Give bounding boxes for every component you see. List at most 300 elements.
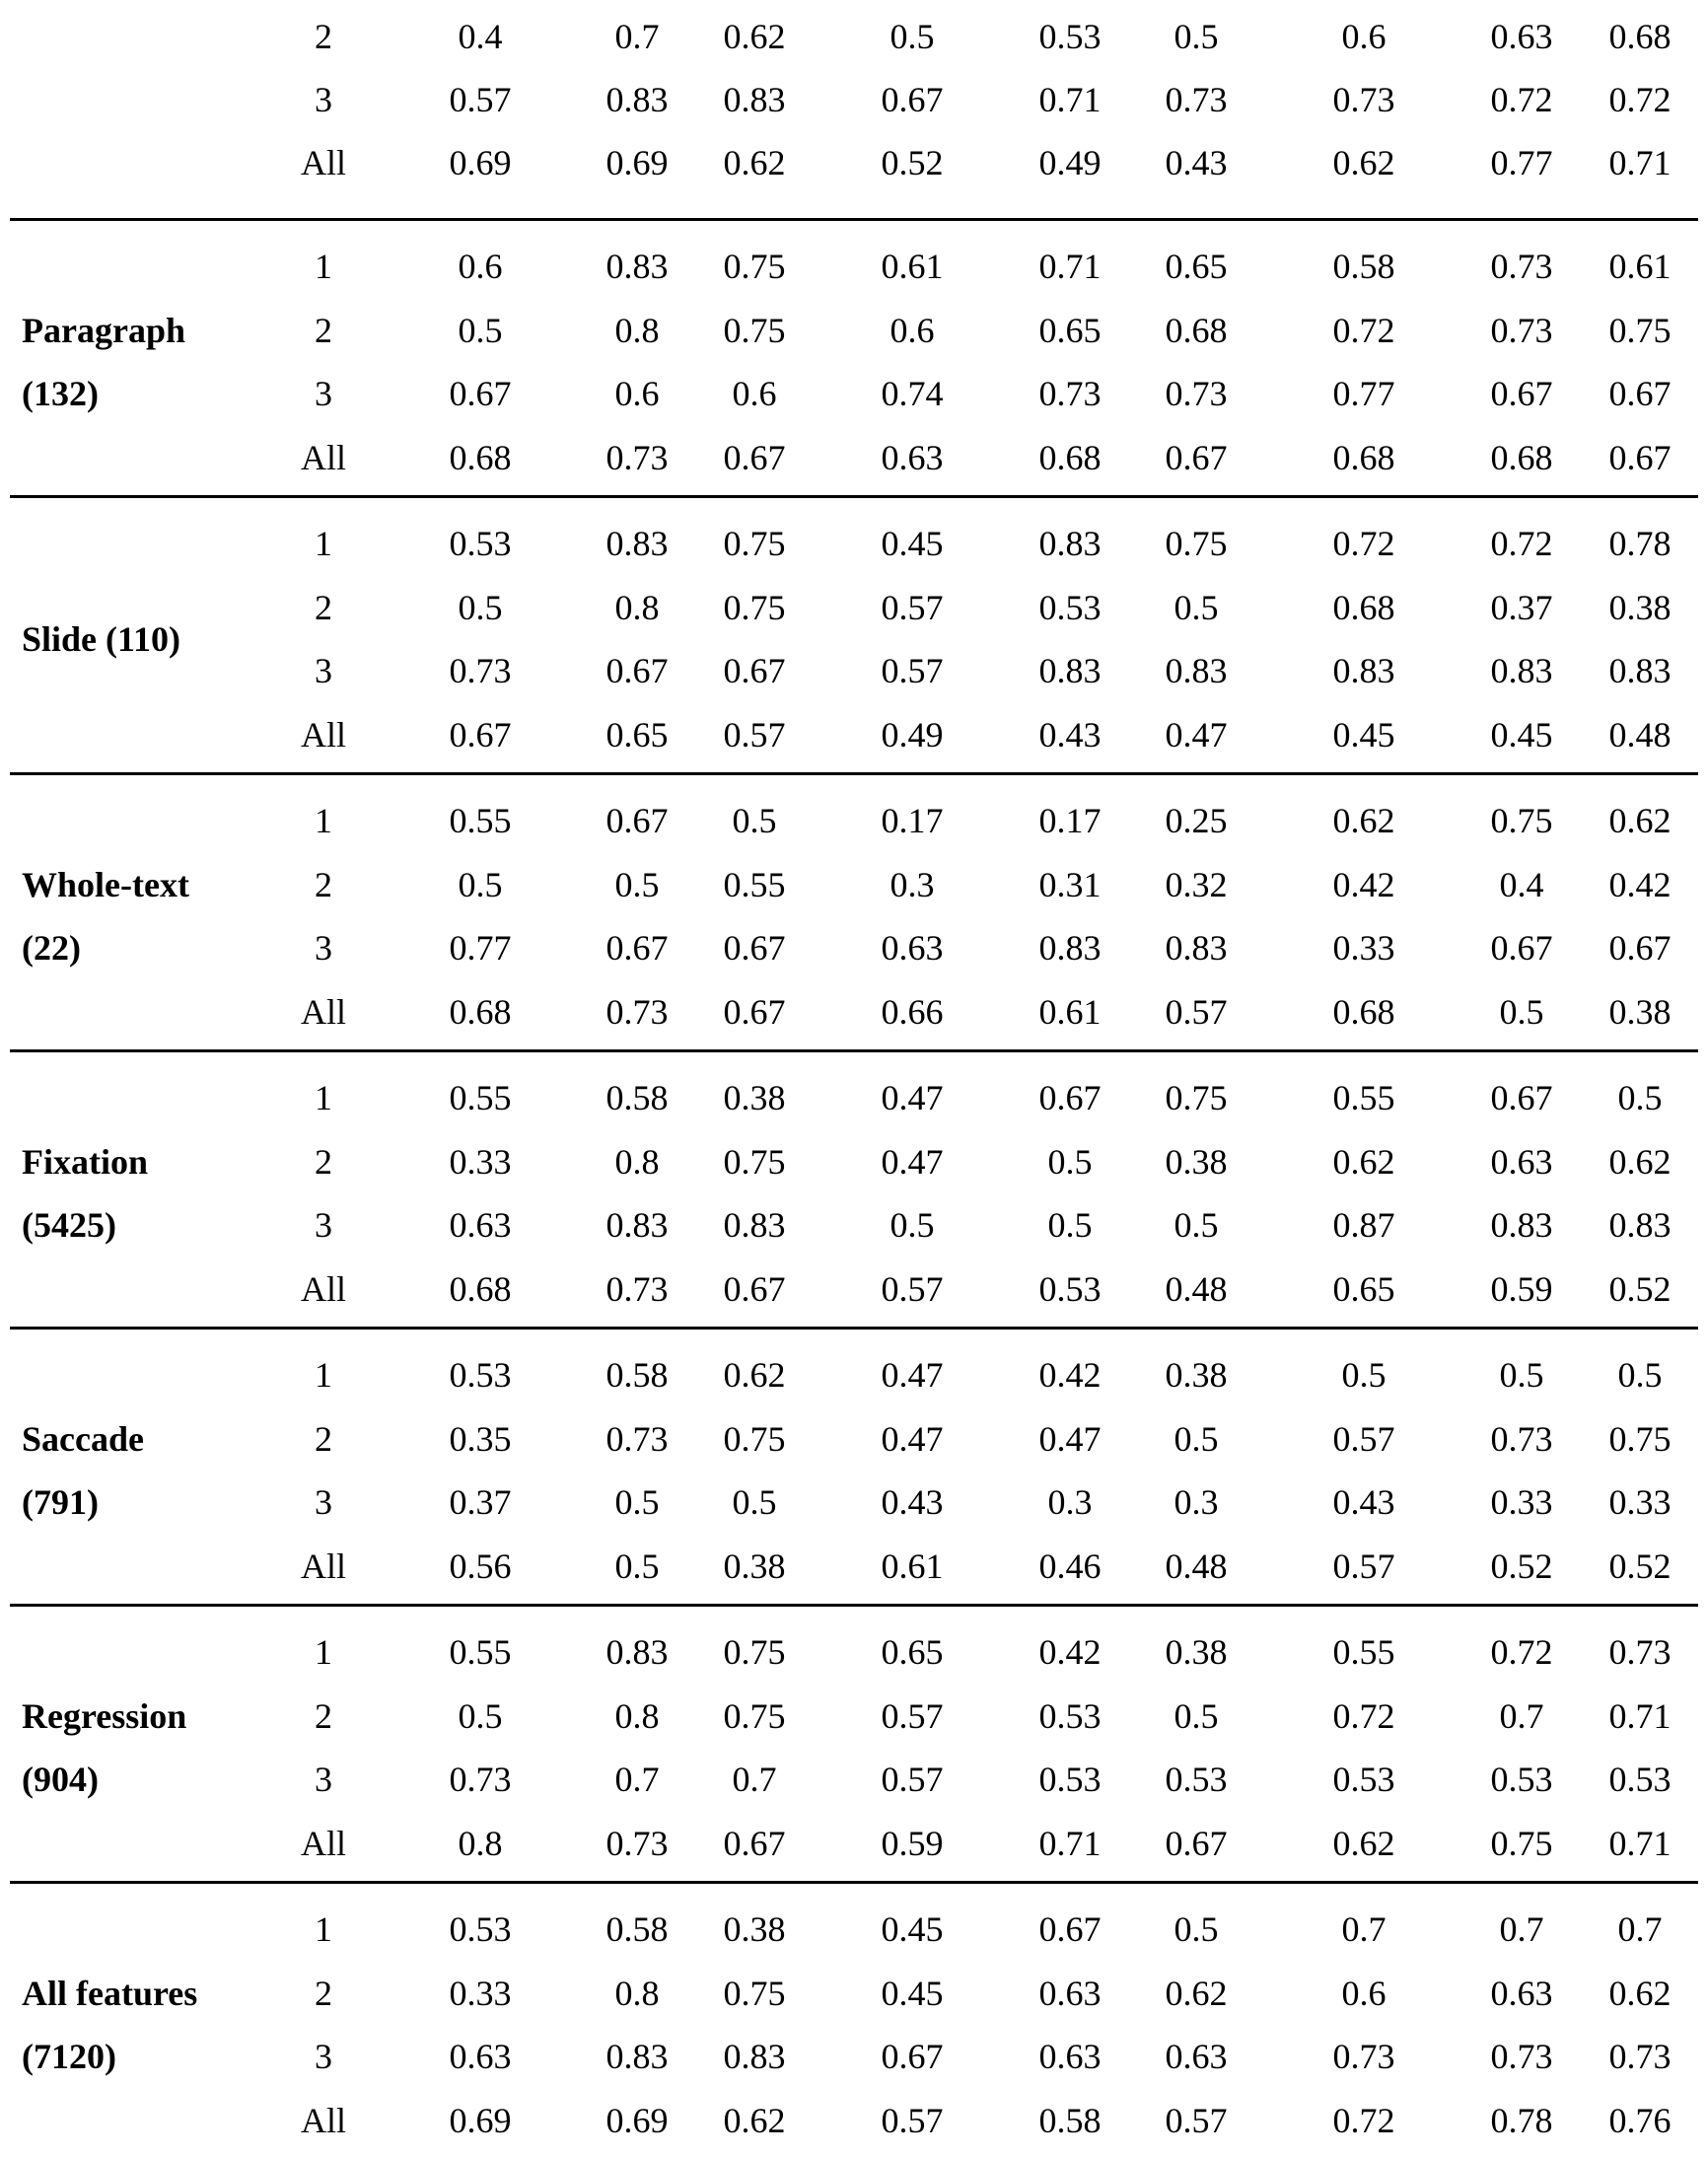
value-cell: 0.57 [1165,2101,1228,2140]
section-label: Paragraph [22,311,185,350]
value-cell: 0.67 [1038,1078,1102,1117]
value-cell: 0.83 [605,2037,669,2076]
value-cell: 0.5 [614,1482,660,1522]
section-divider [10,772,1698,775]
group-cell: 2 [315,1696,332,1736]
group-cell: 3 [315,928,332,968]
value-cell: 0.67 [1038,1909,1102,1949]
value-cell: 0.75 [723,1696,786,1736]
value-cell: 0.73 [1490,247,1553,286]
value-cell: 0.61 [881,1547,944,1586]
section-divider [10,495,1698,498]
value-cell: 0.48 [1165,1547,1228,1586]
value-cell: 0.73 [1165,80,1228,119]
value-cell: 0.68 [1332,438,1395,477]
value-cell: 0.67 [1490,1078,1553,1117]
value-cell: 0.68 [1608,17,1672,56]
value-cell: 0.48 [1608,715,1672,755]
table-row [0,1193,1708,1257]
value-cell: 0.73 [1608,2037,1672,2076]
value-cell: 0.5 [458,865,503,904]
section-label: Slide (110) [22,619,181,659]
value-cell: 0.75 [723,1419,786,1459]
value-cell: 0.38 [723,1078,786,1117]
value-cell: 0.5 [1499,1355,1544,1395]
value-cell: 0.69 [449,2101,512,2140]
value-cell: 0.57 [1332,1547,1395,1586]
value-cell: 0.71 [1608,143,1672,182]
value-cell: 0.83 [1038,651,1102,690]
value-cell: 0.4 [1499,865,1544,904]
value-cell: 0.53 [1165,1760,1228,1799]
value-cell: 0.5 [1174,1909,1219,1949]
value-cell: 0.8 [614,1974,660,2013]
value-cell: 0.83 [1490,1205,1553,1245]
section-label: Fixation [22,1142,149,1182]
value-cell: 0.5 [1174,1205,1219,1245]
value-cell: 0.62 [1608,1142,1672,1182]
table-row [0,2089,1708,2152]
value-cell: 0.55 [449,1078,512,1117]
value-cell: 0.59 [881,1824,944,1863]
value-cell: 0.62 [1332,1824,1395,1863]
value-cell: 0.67 [605,801,669,840]
value-cell: 0.58 [605,1355,669,1395]
value-cell: 0.45 [881,524,944,563]
value-cell: 0.7 [1341,1909,1387,1949]
value-cell: 0.5 [1499,992,1544,1032]
value-cell: 0.72 [1332,311,1395,350]
value-cell: 0.75 [1608,1419,1672,1459]
value-cell: 0.56 [449,1547,512,1586]
table-row [0,1812,1708,1875]
value-cell: 0.74 [881,374,944,413]
value-cell: 0.45 [881,1974,944,2013]
value-cell: 0.53 [1332,1760,1395,1799]
group-cell: 3 [315,374,332,413]
section-label: Whole-text [22,865,189,904]
value-cell: 0.38 [723,1909,786,1949]
value-cell: 0.5 [614,865,660,904]
value-cell: 0.73 [1490,311,1553,350]
value-cell: 0.55 [449,801,512,840]
group-cell: All [300,2101,346,2140]
value-cell: 0.67 [881,2037,944,2076]
value-cell: 0.77 [1332,374,1395,413]
value-cell: 0.47 [1165,715,1228,755]
value-cell: 0.67 [605,651,669,690]
group-cell: 2 [315,588,332,627]
value-cell: 0.67 [1608,928,1672,968]
value-cell: 0.7 [614,17,660,56]
value-cell: 0.72 [1608,80,1672,119]
value-cell: 0.75 [723,247,786,286]
value-cell: 0.68 [1332,588,1395,627]
value-cell: 0.83 [605,524,669,563]
value-cell: 0.42 [1332,865,1395,904]
value-cell: 0.65 [881,1632,944,1672]
value-cell: 0.57 [881,588,944,627]
group-cell: 1 [315,524,332,563]
value-cell: 0.83 [1165,651,1228,690]
value-cell: 0.65 [1038,311,1102,350]
value-cell: 0.75 [1165,524,1228,563]
value-cell: 0.58 [1038,2101,1102,2140]
value-cell: 0.8 [614,311,660,350]
value-cell: 0.38 [1608,588,1672,627]
value-cell: 0.68 [1490,438,1553,477]
value-cell: 0.83 [605,247,669,286]
value-cell: 0.72 [1490,1632,1553,1672]
value-cell: 0.57 [881,1269,944,1309]
value-cell: 0.62 [1165,1974,1228,2013]
table-row [0,703,1708,766]
value-cell: 0.5 [1047,1205,1093,1245]
value-cell: 0.75 [723,1142,786,1182]
section-count: (5425) [22,1205,116,1245]
value-cell: 0.77 [1490,143,1553,182]
value-cell: 0.5 [732,1482,777,1522]
group-cell: All [300,1269,346,1309]
table-row [0,1407,1708,1471]
value-cell: 0.83 [605,80,669,119]
group-cell: 3 [315,1482,332,1522]
value-cell: 0.38 [1165,1632,1228,1672]
value-cell: 0.53 [1038,1760,1102,1799]
value-cell: 0.67 [723,1824,786,1863]
value-cell: 0.3 [1174,1482,1219,1522]
value-cell: 0.83 [723,1205,786,1245]
value-cell: 0.62 [723,2101,786,2140]
table-row [0,1748,1708,1811]
value-cell: 0.5 [890,17,935,56]
value-cell: 0.7 [732,1760,777,1799]
value-cell: 0.73 [1038,374,1102,413]
section-count: (22) [22,928,81,968]
value-cell: 0.25 [1165,801,1228,840]
value-cell: 0.7 [1499,1696,1544,1736]
value-cell: 0.63 [1038,1974,1102,2013]
value-cell: 0.78 [1608,524,1672,563]
value-cell: 0.55 [1332,1632,1395,1672]
table-row [0,362,1708,425]
section-label: Regression [22,1696,187,1736]
value-cell: 0.53 [1038,1269,1102,1309]
table-row [0,789,1708,852]
value-cell: 0.57 [1165,992,1228,1032]
table-row [0,1130,1708,1193]
value-cell: 0.66 [881,992,944,1032]
value-cell: 0.55 [449,1632,512,1672]
value-cell: 0.45 [1332,715,1395,755]
value-cell: 0.47 [881,1355,944,1395]
value-cell: 0.62 [723,1355,786,1395]
value-cell: 0.63 [449,2037,512,2076]
value-cell: 0.32 [1165,865,1228,904]
value-cell: 0.49 [1038,143,1102,182]
section-divider [10,1049,1698,1052]
value-cell: 0.65 [605,715,669,755]
value-cell: 0.45 [881,1909,944,1949]
section-divider [10,218,1698,221]
table-row [0,68,1708,131]
value-cell: 0.5 [732,801,777,840]
value-cell: 0.43 [1165,143,1228,182]
value-cell: 0.71 [1038,247,1102,286]
value-cell: 0.87 [1332,1205,1395,1245]
table-row [0,235,1708,298]
value-cell: 0.71 [1608,1696,1672,1736]
value-cell: 0.42 [1038,1355,1102,1395]
group-cell: All [300,1547,346,1586]
value-cell: 0.67 [723,1269,786,1309]
group-cell: 3 [315,1205,332,1245]
table-row [0,980,1708,1043]
group-cell: 2 [315,1142,332,1182]
value-cell: 0.43 [1332,1482,1395,1522]
group-cell: All [300,1824,346,1863]
value-cell: 0.31 [1038,865,1102,904]
value-cell: 0.57 [881,1696,944,1736]
value-cell: 0.83 [605,1632,669,1672]
value-cell: 0.73 [605,438,669,477]
value-cell: 0.83 [1038,524,1102,563]
value-cell: 0.53 [449,1355,512,1395]
value-cell: 0.6 [458,247,503,286]
value-cell: 0.53 [1490,1760,1553,1799]
group-cell: 3 [315,80,332,119]
value-cell: 0.52 [1608,1547,1672,1586]
group-cell: 2 [315,1974,332,2013]
value-cell: 0.47 [881,1078,944,1117]
value-cell: 0.61 [1608,247,1672,286]
value-cell: 0.83 [723,80,786,119]
group-cell: 2 [315,17,332,56]
value-cell: 0.5 [1174,588,1219,627]
value-cell: 0.73 [605,1269,669,1309]
value-cell: 0.57 [723,715,786,755]
value-cell: 0.47 [881,1419,944,1459]
value-cell: 0.5 [1047,1142,1093,1182]
value-cell: 0.59 [1490,1269,1553,1309]
value-cell: 0.75 [723,1632,786,1672]
value-cell: 0.75 [1490,1824,1553,1863]
value-cell: 0.73 [605,1419,669,1459]
value-cell: 0.75 [723,588,786,627]
value-cell: 0.73 [1490,1419,1553,1459]
value-cell: 0.67 [1490,928,1553,968]
value-cell: 0.38 [723,1547,786,1586]
group-cell: 2 [315,865,332,904]
value-cell: 0.58 [605,1909,669,1949]
value-cell: 0.83 [605,1205,669,1245]
value-cell: 0.83 [1490,651,1553,690]
value-cell: 0.33 [449,1974,512,2013]
value-cell: 0.5 [1617,1355,1663,1395]
value-cell: 0.57 [449,80,512,119]
value-cell: 0.37 [449,1482,512,1522]
value-cell: 0.38 [1165,1355,1228,1395]
value-cell: 0.48 [1165,1269,1228,1309]
value-cell: 0.71 [1608,1824,1672,1863]
value-cell: 0.62 [723,17,786,56]
value-cell: 0.53 [1038,1696,1102,1736]
value-cell: 0.49 [881,715,944,755]
table-row [0,1066,1708,1129]
table-row [0,426,1708,489]
section-count: (791) [22,1482,99,1522]
value-cell: 0.67 [723,651,786,690]
table-row [0,299,1708,362]
value-cell: 0.67 [1608,374,1672,413]
value-cell: 0.67 [1490,374,1553,413]
value-cell: 0.73 [449,1760,512,1799]
value-cell: 0.55 [723,865,786,904]
value-cell: 0.67 [723,438,786,477]
value-cell: 0.38 [1165,1142,1228,1182]
value-cell: 0.73 [605,1824,669,1863]
value-cell: 0.73 [1490,2037,1553,2076]
value-cell: 0.5 [1174,17,1219,56]
value-cell: 0.4 [458,17,503,56]
group-cell: 2 [315,311,332,350]
table-row [0,1962,1708,2025]
value-cell: 0.6 [614,374,660,413]
section-divider [10,1881,1698,1884]
table-row [0,916,1708,979]
section-label: All features [22,1974,198,2013]
value-cell: 0.6 [1341,17,1387,56]
value-cell: 0.83 [1038,928,1102,968]
value-cell: 0.33 [1608,1482,1672,1522]
value-cell: 0.7 [1499,1909,1544,1949]
value-cell: 0.58 [605,1078,669,1117]
value-cell: 0.33 [1332,928,1395,968]
value-cell: 0.63 [449,1205,512,1245]
value-cell: 0.83 [1608,651,1672,690]
value-cell: 0.45 [1490,715,1553,755]
value-cell: 0.62 [1332,801,1395,840]
table-row [0,1685,1708,1748]
value-cell: 0.53 [1608,1760,1672,1799]
value-cell: 0.61 [1038,992,1102,1032]
value-cell: 0.68 [449,1269,512,1309]
value-cell: 0.5 [1341,1355,1387,1395]
group-cell: All [300,992,346,1032]
value-cell: 0.35 [449,1419,512,1459]
section-count: (132) [22,374,99,413]
value-cell: 0.75 [1490,801,1553,840]
value-cell: 0.75 [1165,1078,1228,1117]
section-label: Saccade [22,1419,144,1459]
value-cell: 0.62 [1332,1142,1395,1182]
value-cell: 0.38 [1608,992,1672,1032]
group-cell: 3 [315,1760,332,1799]
value-cell: 0.61 [881,247,944,286]
group-cell: 3 [315,2037,332,2076]
value-cell: 0.73 [1332,80,1395,119]
value-cell: 0.83 [1332,651,1395,690]
section-divider [10,1327,1698,1330]
value-cell: 0.47 [1038,1419,1102,1459]
value-cell: 0.72 [1332,1696,1395,1736]
group-cell: 2 [315,1419,332,1459]
value-cell: 0.67 [723,992,786,1032]
value-cell: 0.43 [881,1482,944,1522]
value-cell: 0.43 [1038,715,1102,755]
value-cell: 0.7 [1617,1909,1663,1949]
section-count: (7120) [22,2037,116,2076]
value-cell: 0.63 [881,438,944,477]
value-cell: 0.67 [1165,1824,1228,1863]
table-row [0,1471,1708,1534]
value-cell: 0.67 [449,715,512,755]
value-cell: 0.83 [1608,1205,1672,1245]
value-cell: 0.72 [1332,524,1395,563]
group-cell: All [300,715,346,755]
value-cell: 0.75 [723,1974,786,2013]
value-cell: 0.67 [723,928,786,968]
value-cell: 0.63 [1490,17,1553,56]
group-cell: 1 [315,801,332,840]
value-cell: 0.63 [1490,1974,1553,2013]
value-cell: 0.6 [1341,1974,1387,2013]
value-cell: 0.52 [881,143,944,182]
section-divider [10,1604,1698,1607]
value-cell: 0.63 [1490,1142,1553,1182]
value-cell: 0.5 [458,1696,503,1736]
table-row [0,1258,1708,1321]
value-cell: 0.57 [1332,1419,1395,1459]
value-cell: 0.65 [1165,247,1228,286]
value-cell: 0.68 [449,438,512,477]
value-cell: 0.46 [1038,1547,1102,1586]
value-cell: 0.73 [1332,2037,1395,2076]
group-cell: 1 [315,247,332,286]
value-cell: 0.58 [1332,247,1395,286]
value-cell: 0.3 [1047,1482,1093,1522]
group-cell: 1 [315,1078,332,1117]
value-cell: 0.8 [614,1142,660,1182]
table-row [0,1535,1708,1598]
value-cell: 0.7 [614,1760,660,1799]
value-cell: 0.67 [449,374,512,413]
value-cell: 0.6 [732,374,777,413]
value-cell: 0.67 [881,80,944,119]
value-cell: 0.62 [723,143,786,182]
value-cell: 0.77 [449,928,512,968]
value-cell: 0.8 [458,1824,503,1863]
value-cell: 0.75 [1608,311,1672,350]
value-cell: 0.73 [1165,374,1228,413]
value-cell: 0.57 [881,651,944,690]
value-cell: 0.68 [1038,438,1102,477]
group-cell: 1 [315,1355,332,1395]
value-cell: 0.5 [1174,1696,1219,1736]
value-cell: 0.71 [1038,80,1102,119]
group-cell: All [300,143,346,182]
value-cell: 0.69 [449,143,512,182]
value-cell: 0.69 [605,2101,669,2140]
table-row [0,2025,1708,2088]
value-cell: 0.17 [1038,801,1102,840]
value-cell: 0.62 [1608,801,1672,840]
value-cell: 0.68 [1332,992,1395,1032]
table-row [0,1620,1708,1684]
value-cell: 0.42 [1608,865,1672,904]
value-cell: 0.57 [881,1760,944,1799]
value-cell: 0.73 [449,651,512,690]
